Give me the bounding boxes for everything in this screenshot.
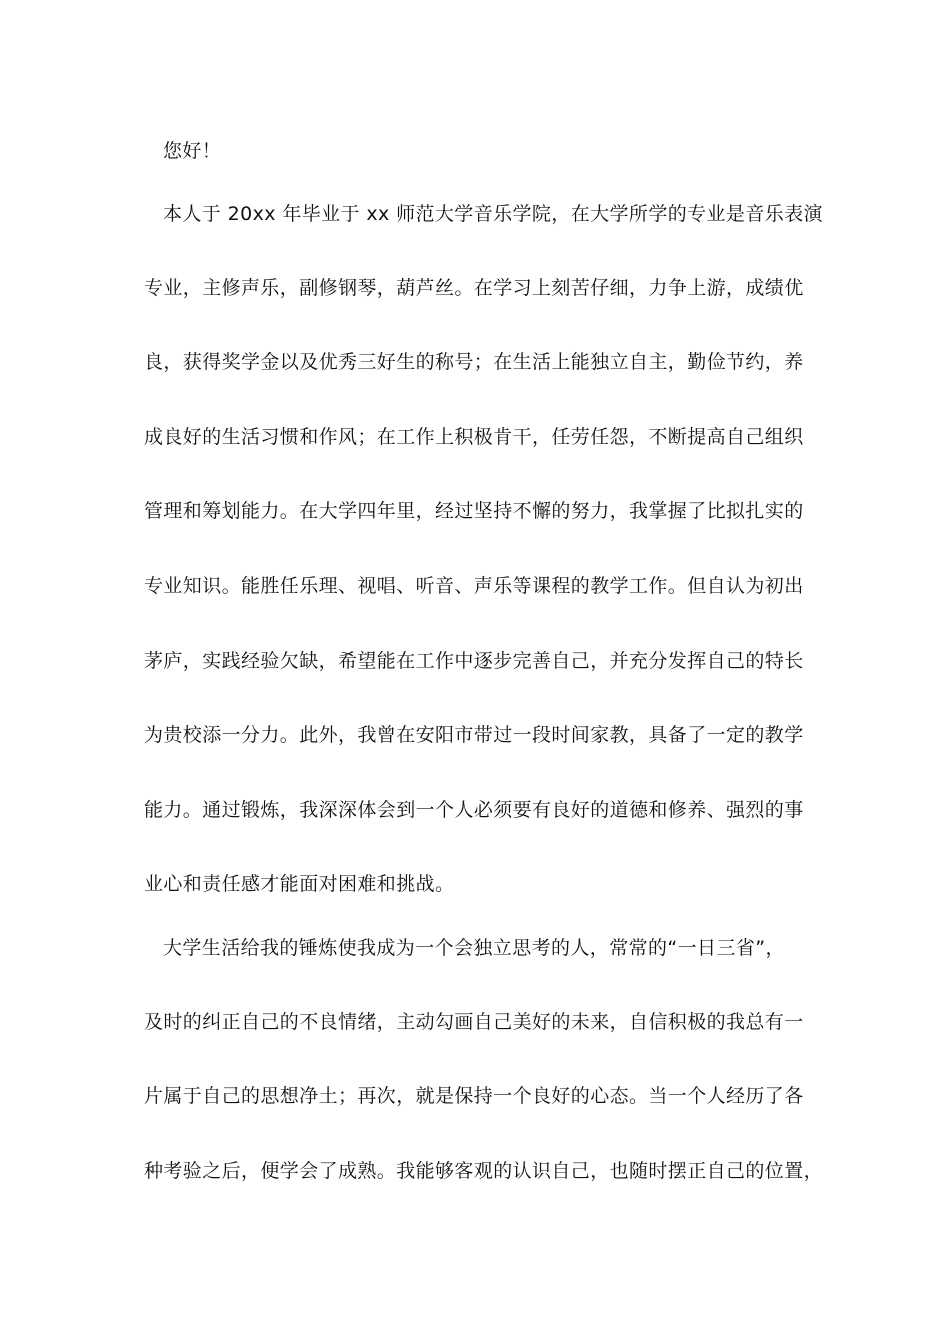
greeting: 您好！ — [163, 140, 222, 162]
paragraph-line: 管理和筹划能力。在大学四年里，经过坚持不懈的努力，我掌握了比拟扎实的 — [144, 500, 804, 522]
paragraph-line: 专业知识。能胜任乐理、视唱、听音、声乐等课程的教学工作。但自认为初出 — [144, 575, 804, 597]
paragraph-line: 为贵校添一分力。此外，我曾在安阳市带过一段时间家教，具备了一定的教学 — [144, 724, 804, 746]
paragraph-line: 业心和责任感才能面对困难和挑战。 — [144, 873, 455, 895]
paragraph-line: 专业，主修声乐，副修钢琴，葫芦丝。在学习上刻苦仔细，力争上游，成绩优 — [144, 277, 804, 299]
paragraph-line: 本人于 20xx 年毕业于 xx 师范大学音乐学院，在大学所学的专业是音乐表演 — [163, 203, 823, 225]
paragraph-line: 茅庐，实践经验欠缺，希望能在工作中逐步完善自己，并充分发挥自己的特长 — [144, 650, 804, 672]
paragraph-line: 成良好的生活习惯和作风；在工作上积极肯干，任劳任怨，不断提高自己组织 — [144, 426, 804, 448]
paragraph-line: 种考验之后，便学会了成熟。我能够客观的认识自己，也随时摆正自己的位置， — [144, 1160, 824, 1182]
paragraph-line: 及时的纠正自己的不良情绪，主动勾画自己美好的未来，自信积极的我总有一 — [144, 1011, 804, 1033]
paragraph-line: 大学生活给我的锤炼使我成为一个会独立思考的人，常常的“一日三省”， — [163, 937, 785, 959]
paragraph-line: 片属于自己的思想净土；再次，就是保持一个良好的心态。当一个人经历了各 — [144, 1085, 804, 1107]
paragraph-line: 良，获得奖学金以及优秀三好生的称号；在生活上能独立自主，勤俭节约，养 — [144, 351, 804, 373]
paragraph-line: 能力。通过锻炼，我深深体会到一个人必须要有良好的道德和修养、强烈的事 — [144, 799, 804, 821]
